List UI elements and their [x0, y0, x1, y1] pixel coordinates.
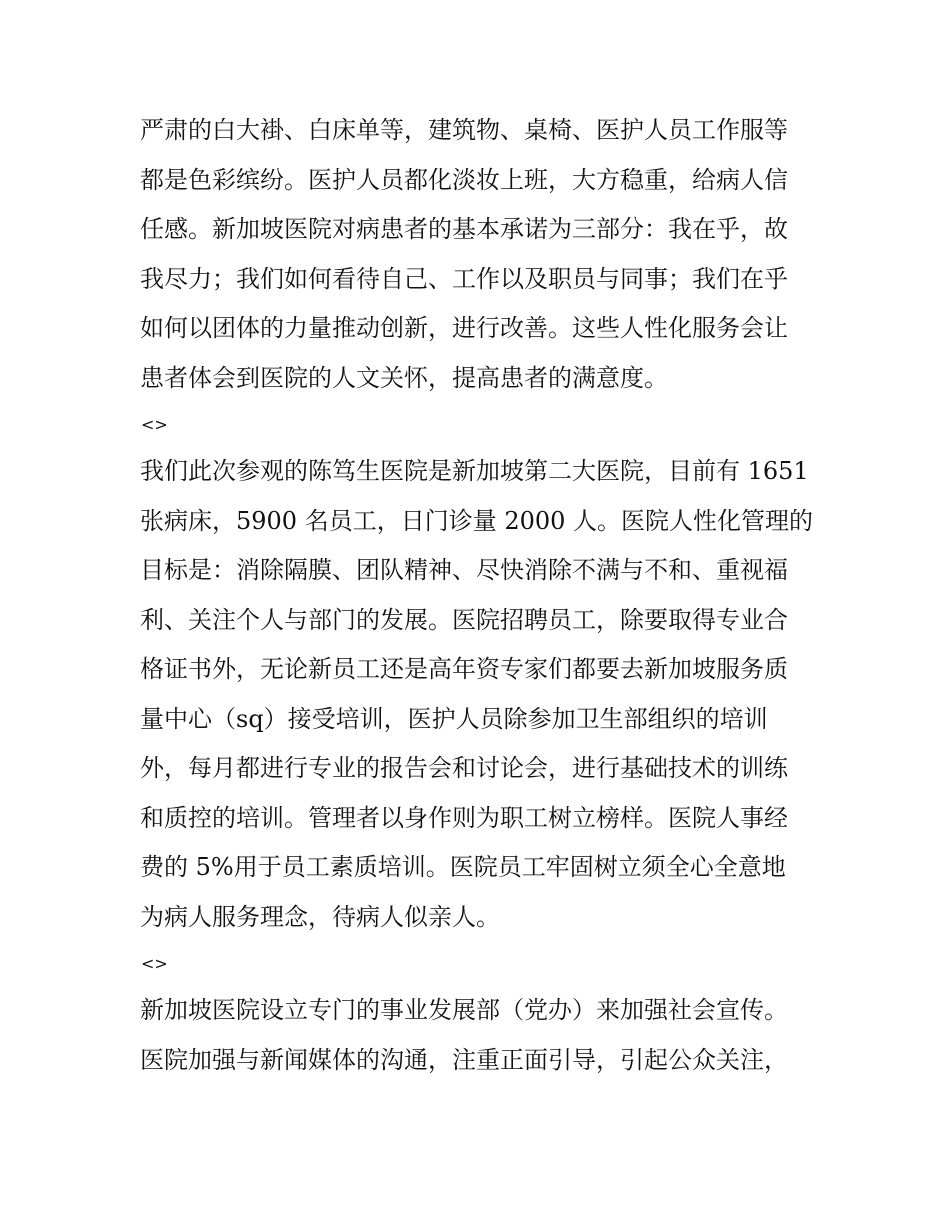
text-line: 都是色彩缤纷。医护人员都化淡妆上班，大方稳重，给病人信 [140, 165, 788, 194]
text-line: 费的 5%用于员工素质培训。医院员工牢固树立须全心全意地 [140, 853, 786, 881]
text-line: 格证书外，无论新员工还是高年资专家们都要去新加坡服务质 [140, 655, 788, 683]
text-line: 目标是：消除隔膜、团队精神、尽快消除不满与不和、重视福 [140, 556, 788, 584]
text-line: 任感。新加坡医院对病患者的基本承诺为三部分：我在乎，故 [140, 215, 788, 243]
text-line: 患者体会到医院的人文关怀，提高患者的满意度。 [140, 363, 668, 392]
text-line: 我尽力；我们如何看待自己、工作以及职员与同事；我们在乎 [140, 264, 788, 293]
text-line: 张病床，5900 名员工，日门诊量 2000 人。医院人性化管理的 [140, 506, 814, 535]
text-line: 外，每月都进行专业的报告会和讨论会，进行基础技术的训练 [140, 754, 788, 782]
text-line: 医院加强与新闻媒体的沟通，注重正面引导，引起公众关注， [140, 1045, 788, 1074]
text-line: 新加坡医院设立专门的事业发展部（党办）来加强社会宣传。 [140, 996, 788, 1024]
text-line: 利、关注个人与部门的发展。医院招聘员工，除要取得专业合 [140, 605, 788, 634]
text-line: 严肃的白大褂、白床单等，建筑物、桌椅、医护人员工作服等 [140, 116, 788, 144]
text-line: 量中心（sq）接受培训，医护人员除参加卫生部组织的培训 [140, 704, 768, 733]
paragraph [140, 106, 820, 403]
text-line: 为病人服务理念，待病人似亲人。 [140, 902, 500, 931]
paragraph [140, 447, 820, 942]
section-separator: <> [141, 954, 168, 973]
document-body [140, 106, 820, 1085]
text-line: 我们此次参观的陈笃生医院是新加坡第二大医院，目前有 1651 [140, 457, 809, 485]
text-line: 和质控的培训。管理者以身作则为职工树立榜样。医院人事经 [140, 803, 788, 832]
paragraph [140, 986, 820, 1085]
section-separator: <> [141, 415, 168, 434]
text-line: 如何以团体的力量推动创新，进行改善。这些人性化服务会让 [140, 314, 788, 342]
